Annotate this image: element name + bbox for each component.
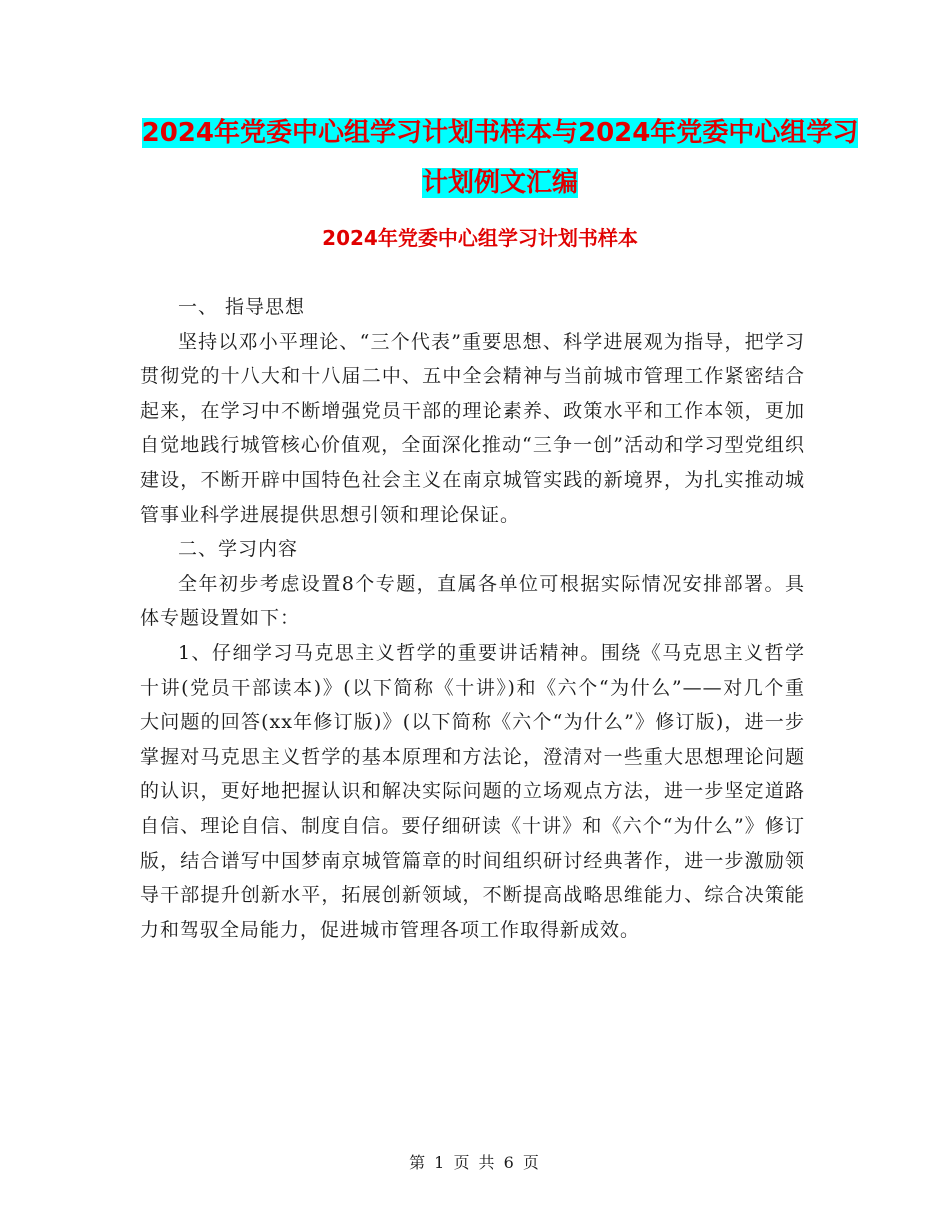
paragraph-guiding-ideology: 坚持以邓小平理论、“三个代表”重要思想、科学进展观为指导，把学习贯彻党的十八大和十八届二中、五中全会精神与当前城市管理工作紧密结合起来，在学习中不断增强党员干部的理论素养、政策水平和工作本领，更加自觉地践行城管核心价值观，全面深化推动“三争一创”活动和学习型党组织建设，不断开辟中国特色社会主义在南京城管实践的新境界，为扎实推动城管事业科学进展提供思想引领和理论保证。: [140, 330, 805, 526]
paragraph-topic-1: 1、仔细学习马克思主义哲学的重要讲话精神。围绕《马克思主义哲学十讲(党员干部读本)》(以下简称《十讲》)和《六个“为什么”——对几个重大问题的回答(xx年修订版)》(以下简称《六个“为什么”》修订版)，进一步掌握对马克思主义哲学的基本原理和方法论，澄清对一些重大思想理论问题的认识，更好地把握认识和解决实际问题的立场观点方法，进一步坚定道路自信、理论自信、制度自信。要仔细研读《十讲》和《六个“为什么”》修订版，结合谱写中国梦南京城管篇章的时间组织研讨经典著作，进一步激励领导干部提升创新水平，拓展创新领域，不断提高战略思维能力、综合决策能力和驾驭全局能力，促进城市管理各项工作取得新成效。: [140, 641, 805, 941]
paragraph-topic-overview: 全年初步考虑设置8个专题，直属各单位可根据实际情况安排部署。具体专题设置如下：: [140, 572, 805, 630]
document-title-text: 2024年党委中心组学习计划书样本与2024年党委中心组学习计划例文汇编: [141, 118, 859, 198]
heading-study-content: 二、学习内容: [178, 538, 299, 561]
document-body: [140, 290, 805, 947]
page-footer: 第 1 页 共 6 页: [409, 1153, 541, 1172]
heading-guiding-ideology: 一、 指导思想: [178, 296, 306, 318]
document-title: [140, 108, 860, 208]
section-title: 2024年党委中心组学习计划书样本: [322, 226, 638, 250]
